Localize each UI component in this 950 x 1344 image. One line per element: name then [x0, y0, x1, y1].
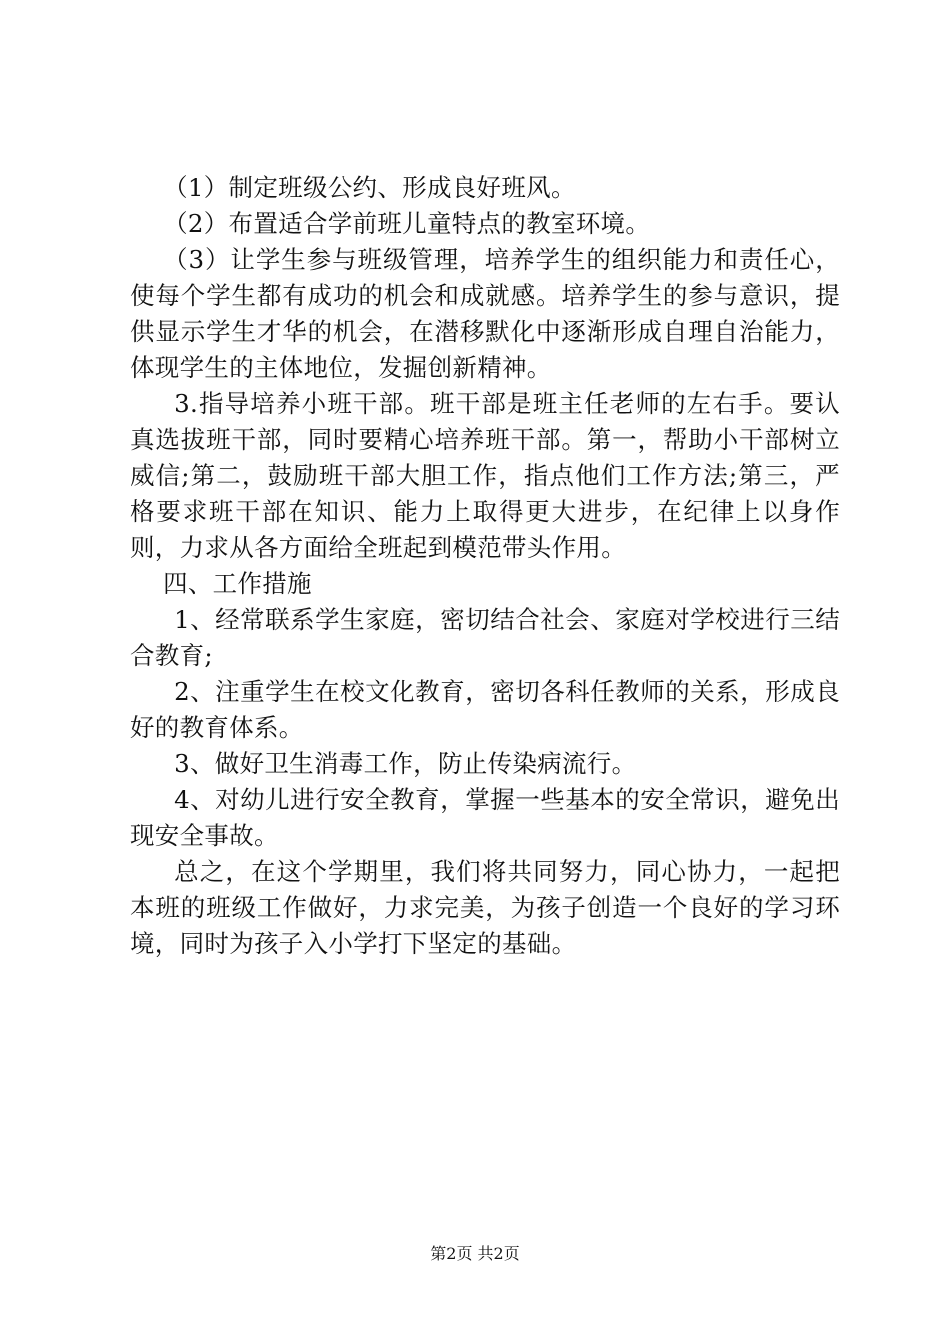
paragraph-item-2: （2）布置适合学前班儿童特点的教室环境。 — [163, 209, 651, 238]
section-heading: 四、工作措施 — [163, 569, 312, 598]
paragraph-conclusion: 总之，在这个学期里，我们将共同努力，同心协力，一起把本班的班级工作做好，力求完美，为孩子创造一个良好的学习环境，同时为孩子入小学打下坚定的基础。 — [130, 857, 840, 958]
paragraph-item-6: 1、经常联系学生家庭，密切结合社会、家庭对学校进行三结合教育; — [130, 605, 840, 670]
document-body — [130, 170, 840, 962]
paragraph-item-9: 4、对幼儿进行安全教育，掌握一些基本的安全常识，避免出现安全事故。 — [130, 785, 840, 850]
page-number-footer: 第2页 共2页 — [430, 1244, 520, 1263]
paragraph-item-3: （3）让学生参与班级管理，培养学生的组织能力和责任心，使每个学生都有成功的机会和成就感。培养学生的参与意识，提供显示学生才华的机会，在潜移默化中逐渐形成自理自治能力，体现学生的主体地位，发掘创新精神。 — [130, 245, 840, 382]
paragraph-item-8: 3、做好卫生消毒工作，防止传染病流行。 — [174, 749, 637, 778]
paragraph-item-7: 2、注重学生在校文化教育，密切各科任教师的关系，形成良好的教育体系。 — [130, 677, 840, 742]
paragraph-item-1: （1）制定班级公约、形成良好班风。 — [163, 173, 576, 202]
paragraph-item-4: 3.指导培养小班干部。班干部是班主任老师的左右手。要认真选拔班干部，同时要精心培养班干部。第一，帮助小干部树立威信;第二，鼓励班干部大胆工作，指点他们工作方法;第三，严格要求班干部在知识、能力上取得更大进步，在纪律上以身作则，力求从各方面给全班起到模范带头作用。 — [130, 389, 840, 562]
